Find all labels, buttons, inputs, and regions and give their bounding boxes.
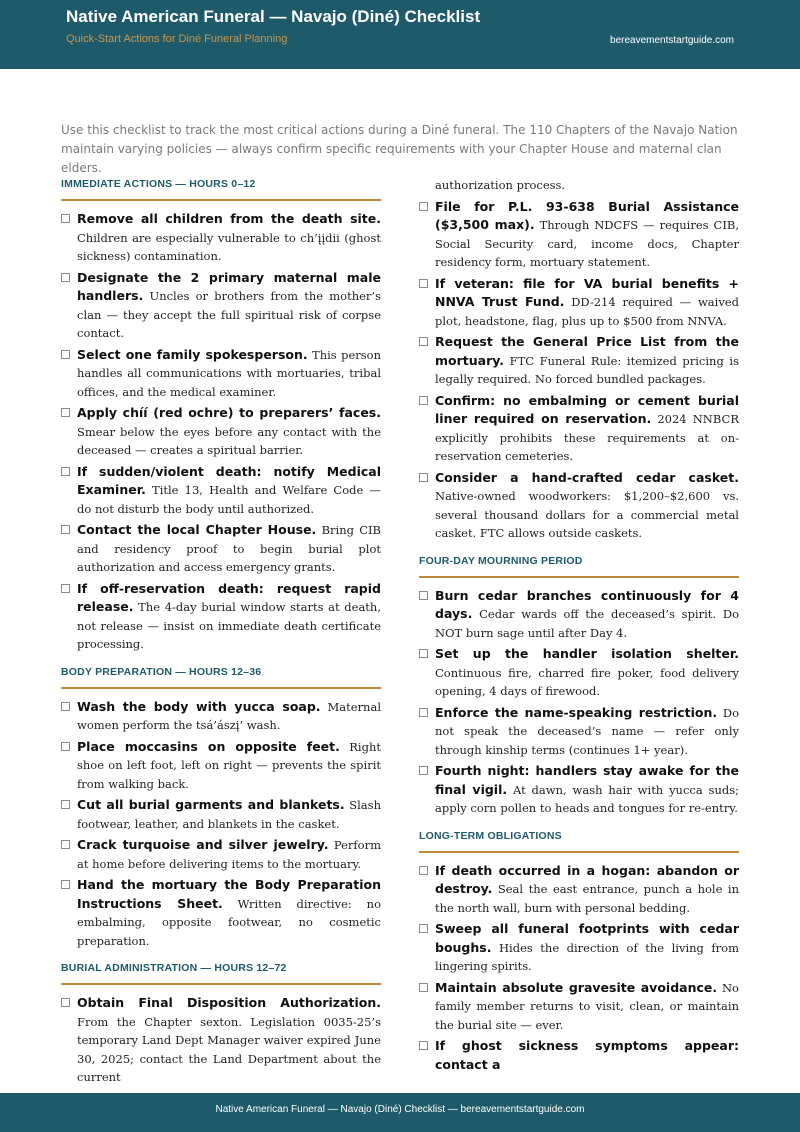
checklist-item-title: Crack turquoise and silver jewelry.	[77, 837, 329, 852]
checklist-item-title: Remove all children from the death site.	[77, 211, 381, 226]
checkbox[interactable]	[61, 273, 70, 282]
checklist-item	[61, 836, 381, 873]
checklist-item-text: 2024 NNBCR explicitly prohibits these requirements at on-reservation cemeteries.	[435, 412, 739, 463]
checklist-item	[419, 920, 739, 976]
checkbox[interactable]	[419, 866, 428, 875]
checklist-item-text: Through NDCFS — requires CIB, Social Security card, income docs, Chapter residency form, mortuary statement.	[435, 218, 739, 269]
checklist-item	[419, 333, 739, 389]
checklist-item-title: Apply chíí (red ochre) to preparers’ faces.	[77, 405, 381, 420]
checkbox[interactable]	[419, 396, 428, 405]
checklist-burial-admin	[61, 994, 381, 1087]
checklist-item	[419, 587, 739, 643]
checklist-item-title: If veteran: file for VA burial benefits + NNVA Trust Fund.	[435, 275, 739, 309]
checklist-item	[61, 521, 381, 577]
page-footer: Native American Funeral — Navajo (Diné) Checklist — bereavementstartguide.com	[0, 1093, 800, 1132]
checklist-item	[419, 645, 739, 701]
checklist-item	[61, 580, 381, 654]
checklist-item-text: Seal the east entrance, punch a hole in the north wall, burn with personal bedding.	[435, 882, 739, 915]
checklist-item-text: Perform at home before delivering items to the mortuary.	[77, 838, 381, 871]
checklist-item-title: Select one family spokesperson.	[77, 346, 308, 362]
continuation-text: authorization process.	[435, 178, 566, 192]
checklist-item-text: Do not speak the deceased’s name — refer only through kinship terms (continues 1+ year).	[435, 705, 739, 757]
checklist-item-text: Maternal women perform the tsá’ászį’ wash.	[77, 699, 382, 732]
page-header	[0, 0, 800, 69]
checklist-item-text: Continuous fire, charred fire poker, food delivery opening, 4 days of firewood.	[435, 665, 739, 698]
checklist-item	[61, 738, 381, 794]
site-link[interactable]: bereavementstartguide.com	[610, 35, 734, 46]
checklist-item	[419, 1037, 739, 1074]
checklist-item	[419, 275, 739, 331]
left-column	[61, 176, 382, 1084]
checkbox[interactable]	[419, 766, 428, 775]
checklist-item-title: If ghost sickness symptoms appear: contact a	[435, 1038, 739, 1072]
checklist-item-text: Right shoe on left foot, left on right — prevents the spirit from walking back.	[77, 739, 381, 791]
checklist-item-title: Request the General Price List from the mortuary.	[435, 334, 739, 368]
checkbox[interactable]	[419, 473, 428, 482]
checklist-item-text: No family member returns to visit, clean, or maintain the burial site — ever.	[435, 980, 739, 1032]
checklist-item-title: File for P.L. 93-638 Burial Assistance ($3,500 max).	[435, 198, 739, 232]
checklist-item-title: Consider a hand-crafted cedar casket.	[435, 469, 739, 485]
checkbox[interactable]	[61, 840, 70, 849]
checklist-body-prep	[61, 698, 381, 951]
checklist-item-text: Native-owned woodworkers: $1,200–$2,600 vs. several thousand dollars for a commercial metal casket. FTC allows outside caskets.	[435, 489, 739, 540]
checkbox[interactable]	[61, 525, 70, 534]
checklist-item-text: DD-214 required — waived plot, headstone, flag, plus up to $500 from NNVA.	[435, 295, 739, 328]
checklist-item	[61, 796, 381, 833]
section-heading-body-prep: BODY PREPARATION — HOURS 12–36	[61, 666, 381, 689]
section-heading-immediate: IMMEDIATE ACTIONS — HOURS 0–12	[61, 178, 381, 201]
checklist-item-title: Maintain absolute gravesite avoidance.	[435, 979, 718, 995]
checkbox[interactable]	[61, 702, 70, 711]
checkbox[interactable]	[419, 983, 428, 992]
checklist-mourning	[419, 587, 739, 818]
checklist-long-term	[419, 862, 739, 1075]
checkbox[interactable]	[61, 214, 70, 223]
checklist-item-text: From the Chapter sexton. Legislation 0035-25’s temporary Land Dept Manager waiver expired June 30, 2025; contact the Land Department about the current	[77, 1014, 381, 1084]
checklist-item-title: Cut all burial garments and blankets.	[77, 797, 345, 812]
checklist-item-title: Enforce the name-speaking restriction.	[435, 704, 718, 720]
checkbox[interactable]	[419, 202, 428, 211]
checklist-item-title: Burn cedar branches continuously for 4 days.	[435, 587, 739, 621]
right-column	[419, 176, 739, 1076]
checklist-item-title: Designate the 2 primary maternal male handlers.	[77, 269, 381, 303]
checklist-item	[419, 979, 739, 1035]
checklist-item-title: Obtain Final Disposition Authorization.	[77, 995, 381, 1010]
intro-text: Use this checklist to track the most critical actions during a Diné funeral. The 110 Chapters of the Navajo Nation maintain varying policies — always confirm specific requirements with your Chapter House and maternal clan elders.	[61, 123, 738, 175]
checkbox[interactable]	[419, 279, 428, 288]
checkbox[interactable]	[419, 1041, 428, 1050]
checklist-item-title: Sweep all funeral footprints with cedar boughs.	[435, 921, 739, 955]
checklist-item-text: Uncles or brothers from the mother’s clan — they accept the full spiritual risk of corpse contact.	[77, 289, 381, 340]
checklist-item-title: If sudden/violent death: notify Medical Examiner.	[77, 463, 381, 497]
checklist-item-text: Written directive: no embalming, opposite footwear, no cosmetic preparation.	[77, 896, 381, 948]
checkbox[interactable]	[61, 998, 70, 1007]
checklist-item-title: Contact the local Chapter House.	[77, 522, 317, 537]
page-subtitle: Quick-Start Actions for Diné Funeral Planning	[66, 33, 288, 45]
checklist-item-title: Set up the handler isolation shelter.	[435, 646, 739, 661]
checkbox[interactable]	[61, 350, 70, 359]
checkbox[interactable]	[61, 584, 70, 593]
checklist-item-title: Confirm: no embalming or cement burial liner required on reservation.	[435, 392, 739, 426]
checklist-item	[61, 404, 381, 460]
checklist-item	[61, 346, 381, 402]
checkbox[interactable]	[419, 708, 428, 717]
checklist-item	[419, 469, 739, 543]
checklist-item-text: FTC Funeral Rule: itemized pricing is legally required. No forced bundled packages.	[435, 353, 739, 386]
checkbox[interactable]	[61, 467, 70, 476]
checklist-item-title: If death occurred in a hogan: abandon or destroy.	[435, 862, 739, 896]
checklist-item-text: Cedar wards off the deceased’s spirit. Do NOT burn sage until after Day 4.	[435, 607, 739, 640]
checklist-item	[419, 704, 739, 760]
checkbox[interactable]	[61, 800, 70, 809]
checklist-item	[61, 698, 381, 735]
checklist-item-text: Smear below the eyes before any contact with the deceased — creates a spiritual barrier.	[77, 424, 381, 457]
checklist-item	[61, 876, 381, 950]
checklist-item-text: At dawn, wash hair with yucca suds; apply corn pollen to heads and tongues for re-entry.	[435, 782, 739, 815]
checkbox[interactable]	[419, 649, 428, 658]
checklist-item-title: Place moccasins on opposite feet.	[77, 738, 340, 754]
checklist-item-title: Fourth night: handlers stay awake for the final vigil.	[435, 763, 739, 797]
checklist-item-title: If off-reservation death: request rapid release.	[77, 580, 381, 614]
checkbox[interactable]	[61, 880, 70, 889]
checkbox[interactable]	[419, 924, 428, 933]
checkbox[interactable]	[61, 408, 70, 417]
checklist-item-text: Bring CIB and residency proof to begin burial plot authorization and access emergency grants.	[77, 523, 382, 574]
checklist-item-title: Wash the body with yucca soap.	[77, 698, 321, 714]
checklist-item-text: Hides the direction of the living from lingering spirits.	[435, 940, 739, 973]
checklist-item	[419, 198, 739, 272]
checkbox[interactable]	[61, 742, 70, 751]
checklist-immediate	[61, 210, 381, 654]
checklist-item	[419, 392, 739, 466]
checklist-item	[61, 463, 381, 519]
section-heading-mourning: FOUR-DAY MOURNING PERIOD	[419, 555, 739, 578]
checklist-burial-admin-continued	[419, 198, 739, 543]
checkbox[interactable]	[419, 337, 428, 346]
checklist-item-text: Slash footwear, leather, and blankets in the casket.	[77, 798, 381, 831]
section-heading-burial-admin: BURIAL ADMINISTRATION — HOURS 12–72	[61, 962, 381, 985]
page-title: Native American Funeral — Navajo (Diné) Checklist	[66, 7, 481, 26]
checklist-item	[61, 210, 381, 266]
checklist-item-text: The 4-day burial window starts at death, not release — insist on immediate death certificate processing.	[77, 600, 381, 651]
checklist-item-title: Hand the mortuary the Body Preparation Instructions Sheet.	[77, 877, 381, 911]
checklist-item-text: Title 13, Health and Welfare Code — do not disturb the body until authorized.	[77, 483, 381, 516]
checklist-item	[419, 762, 739, 818]
checklist-item-text: Children are especially vulnerable to ch’įįdii (ghost sickness) contamination.	[77, 230, 381, 263]
checklist-item	[419, 862, 739, 918]
checklist-item	[61, 269, 381, 343]
checkbox[interactable]	[419, 591, 428, 600]
checklist-item	[61, 994, 381, 1087]
checklist-item-text: This person handles all communications with mortuaries, tribal offices, and the medical examiner.	[77, 347, 381, 399]
section-heading-long-term: LONG-TERM OBLIGATIONS	[419, 830, 739, 853]
